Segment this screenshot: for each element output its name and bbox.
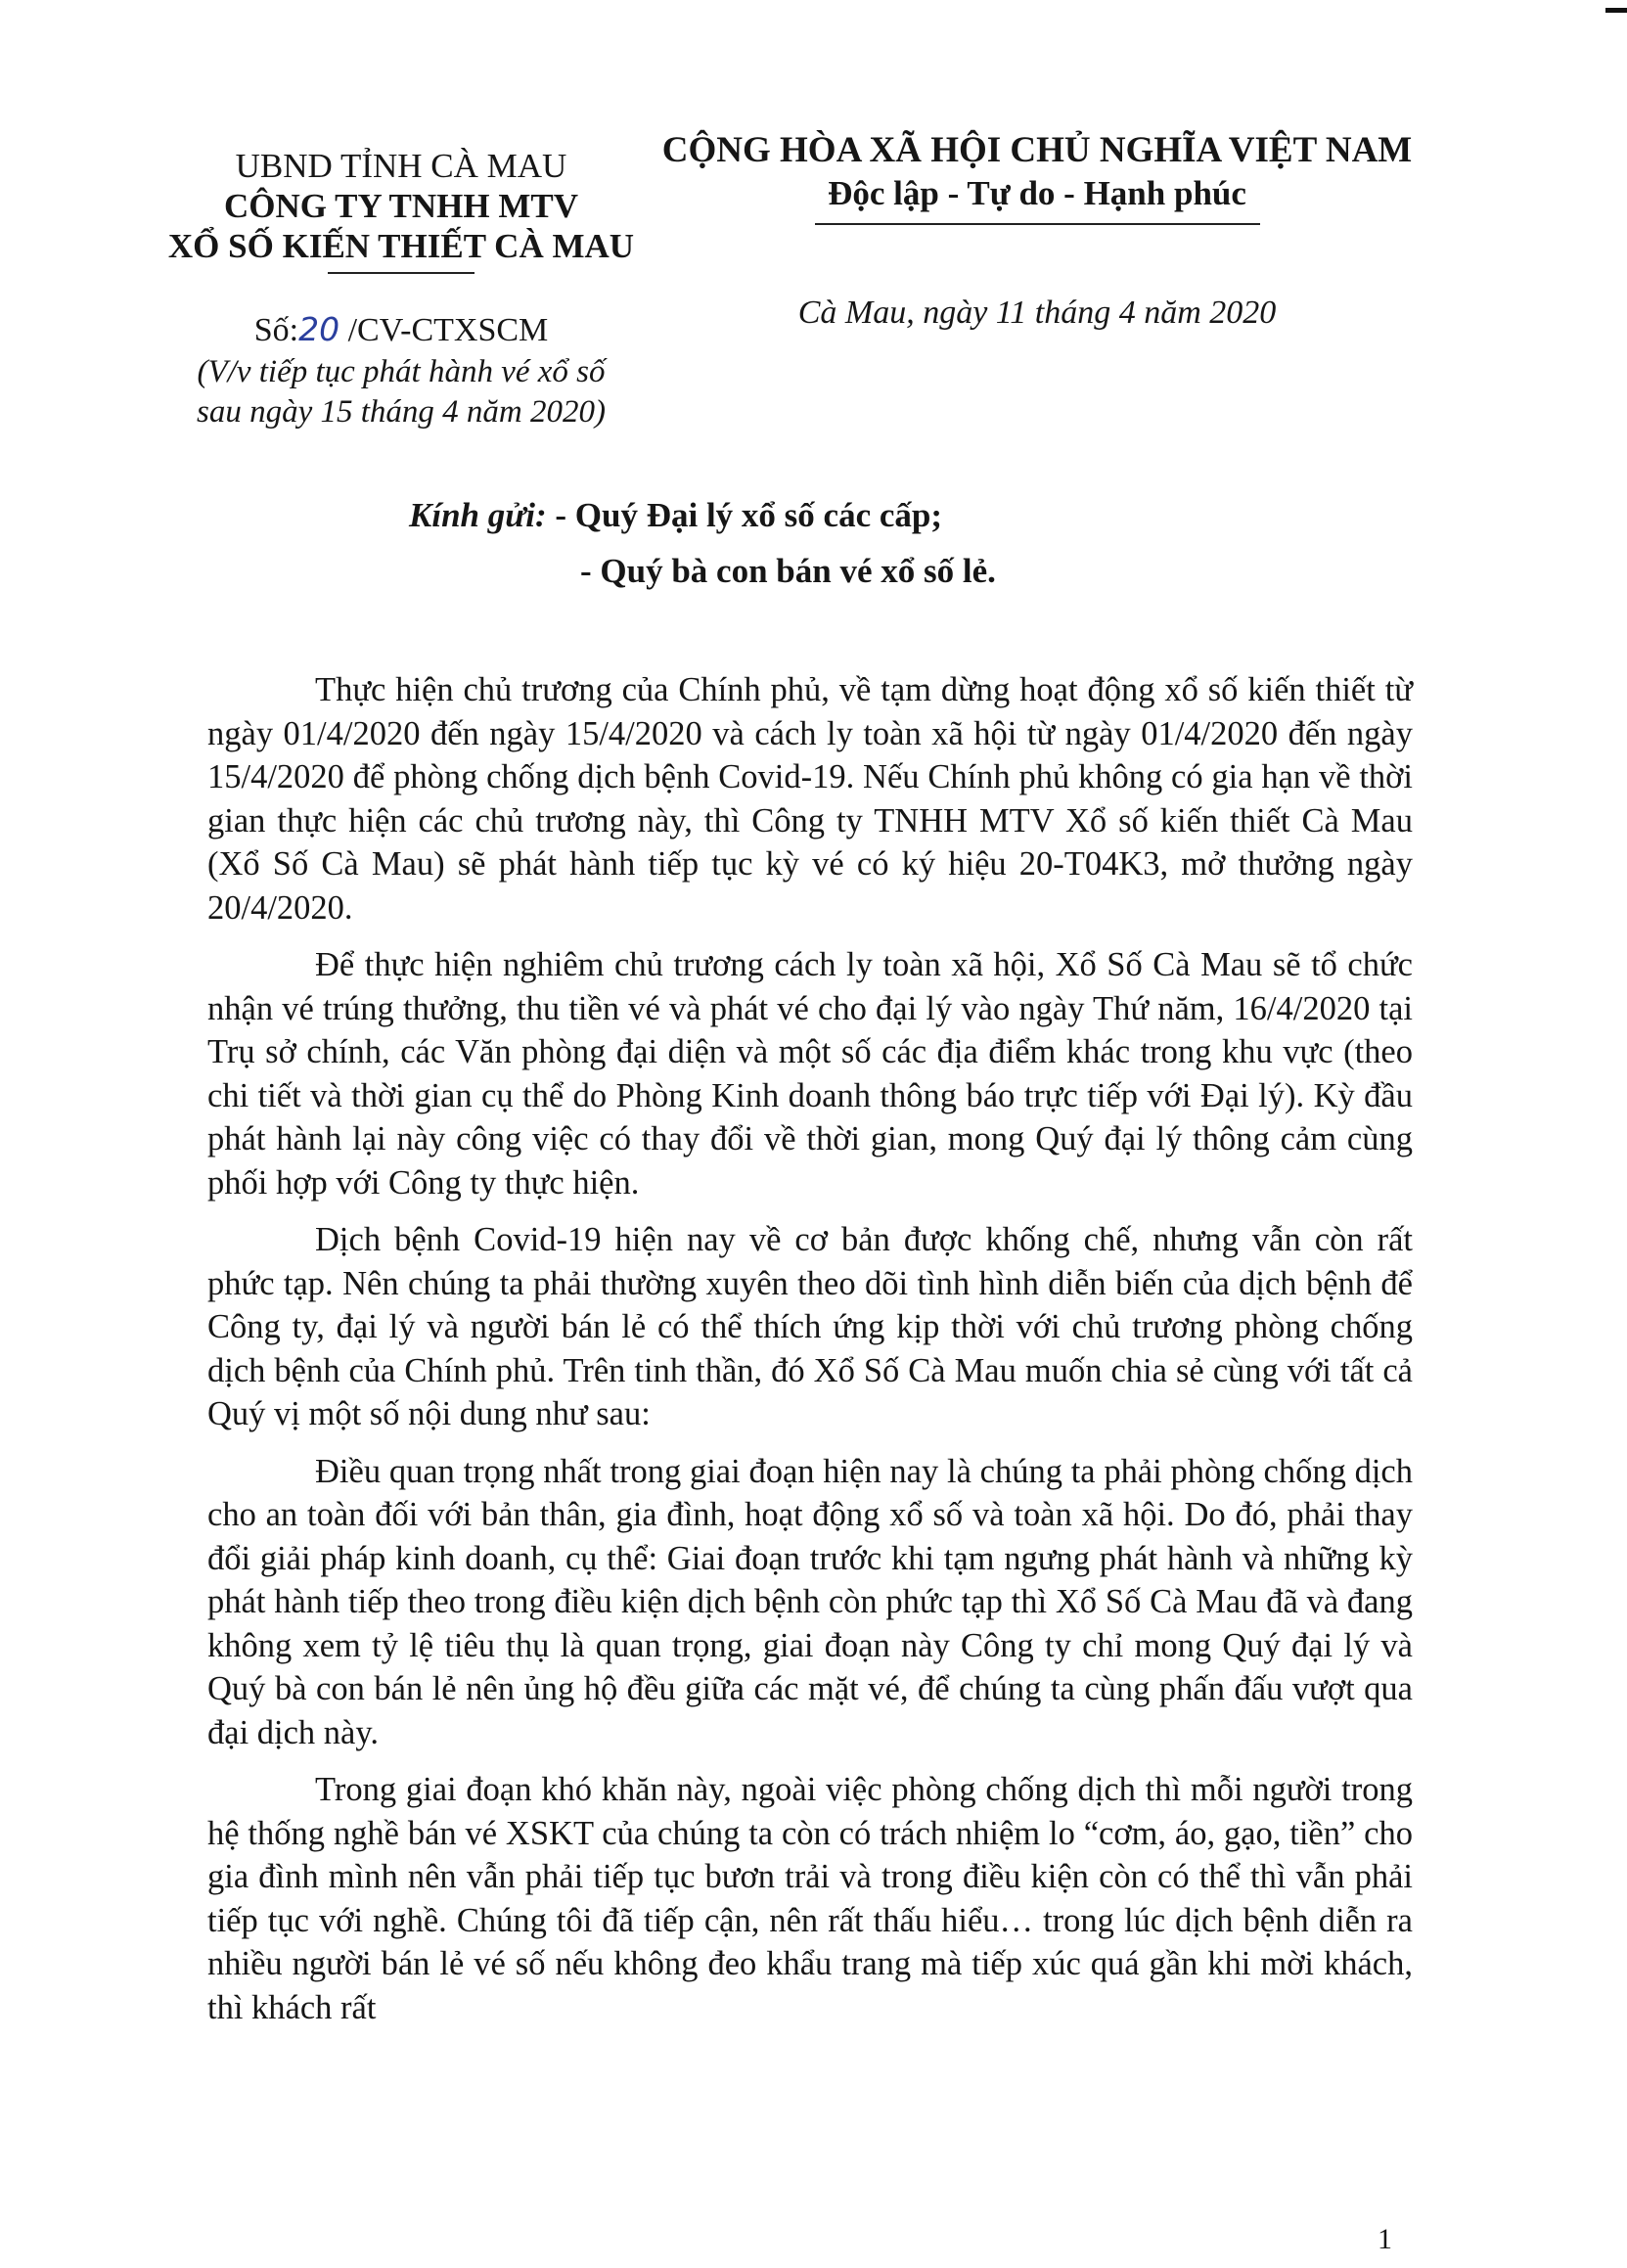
- document-body: [207, 668, 1413, 2043]
- document-number-prefix: Số:: [253, 312, 299, 348]
- issuing-organization: [147, 147, 655, 274]
- nation-name: CỘNG HÒA XÃ HỘI CHỦ NGHĨA VIỆT NAM: [661, 130, 1413, 170]
- document-number-handwritten: 20: [298, 310, 340, 348]
- motto-underline: [815, 223, 1260, 225]
- body-paragraph-5: Trong giai đoạn khó khăn này, ngoài việc phòng chống dịch thì mỗi người trong hệ thống nghề bán vé XSKT của chúng ta còn có trách nhiệm lo “cơm, áo, gạo, tiền” cho gia đình mình nên vẫn phải tiếp tục bươn trải và trong điều kiện còn có thể thì vẫn phải tiếp tục với nghề. Chúng tôi đã tiếp cận, nên rất thấu hiểu… trong lúc dịch bệnh diễn ra nhiều người bán lẻ vé số nếu không đeo khẩu trang mà tiếp xúc quá gần khi mời khách, thì khách rất: [207, 1771, 1413, 2026]
- company-name-line2: XỔ SỐ KIẾN THIẾT CÀ MAU: [167, 227, 635, 265]
- document-number-suffix: /CV-CTXSCM: [339, 312, 549, 348]
- recipient-line-1: [409, 487, 996, 543]
- document-subject: [166, 352, 636, 432]
- recipients-lead: Kính gửi:: [409, 496, 547, 534]
- body-paragraph-4: Điều quan trọng nhất trong giai đoạn hiện nay là chúng ta phải phòng chống dịch cho an toàn đối với bản thân, gia đình, hoạt động xổ số và toàn xã hội. Do đó, phải thay đổi giải pháp kinh doanh, cụ thể: Giai đoạn trước khi tạm ngưng phát hành và những kỳ phát hành tiếp theo trong điều kiện dịch bệnh còn phức tạp thì Xổ Số Cà Mau đã và đang không xem tỷ lệ tiêu thụ là quan trọng, giai đoạn này Công ty chỉ mong Quý đại lý và Quý bà con bán lẻ nên ủng hộ đều giữa các mặt vé, để chúng ta cùng phấn đấu vượt qua đại dịch này.: [207, 1452, 1413, 1751]
- recipients-block: [409, 487, 996, 599]
- national-heading: [655, 129, 1419, 225]
- scan-edge-mark: [1605, 8, 1627, 13]
- parent-authority: UBND TỈNH CÀ MAU: [235, 147, 567, 185]
- body-paragraph-2: Để thực hiện nghiêm chủ trương cách ly toàn xã hội, Xổ Số Cà Mau sẽ tổ chức nhận vé trúng thưởng, thu tiền vé và phát vé cho đại lý vào ngày Thứ năm, 16/4/2020 tại Trụ sở chính, các Văn phòng đại diện và một số các địa điểm khác trong khu vực (theo chi tiết và thời gian cụ thể do Phòng Kinh doanh thông báo trực tiếp với Đại lý). Kỳ đầu phát hành lại này công việc có thay đổi về thời gian, mong Quý đại lý thông cảm cùng phối hợp với Công ty thực hiện.: [207, 946, 1413, 1202]
- subject-line-1: (V/v tiếp tục phát hành vé xổ số: [197, 354, 606, 389]
- recipient-line-2: - Quý bà con bán vé xổ số lẻ.: [580, 552, 996, 590]
- company-name-line1: CÔNG TY TNHH MTV: [223, 187, 579, 225]
- recipient-agents: - Quý Đại lý xổ số các cấp;: [546, 496, 943, 534]
- body-paragraph-3: Dịch bệnh Covid-19 hiện nay về cơ bản được khống chế, nhưng vẫn còn rất phức tạp. Nên chúng ta phải thường xuyên theo dõi tình hình diễn biến của dịch bệnh để Công ty, đại lý và người bán lẻ có thể thích ứng kịp thời với chủ trương phòng chống dịch bệnh của Chính phủ. Trên tinh thần, đó Xổ Số Cà Mau muốn chia sẻ cùng với tất cả Quý vị một số nội dung như sau:: [207, 1221, 1413, 1432]
- organization-underline: [328, 272, 475, 274]
- document-date: Cà Mau, ngày 11 tháng 4 năm 2020: [797, 295, 1277, 331]
- document-header: [147, 129, 1448, 452]
- document-number: [147, 310, 655, 350]
- body-paragraph-1: Thực hiện chủ trương của Chính phủ, về tạm dừng hoạt động xổ số kiến thiết từ ngày 01/4/2020 đến ngày 15/4/2020 và cách ly toàn xã hội từ ngày 01/4/2020 đến ngày 15/4/2020 để phòng chống dịch bệnh Covid-19. Nếu Chính phủ không có gia hạn về thời gian thực hiện các chủ trương này, thì Công ty TNHH MTV Xổ số kiến thiết Cà Mau (Xổ Số Cà Mau) sẽ phát hành tiếp tục kỳ vé có ký hiệu 20-T04K3, mở thưởng ngày 20/4/2020.: [207, 671, 1413, 927]
- subject-line-2: sau ngày 15 tháng 4 năm 2020): [197, 394, 606, 430]
- national-motto: Độc lập - Tự do - Hạnh phúc: [828, 174, 1246, 212]
- page-number: 1: [1378, 2223, 1392, 2255]
